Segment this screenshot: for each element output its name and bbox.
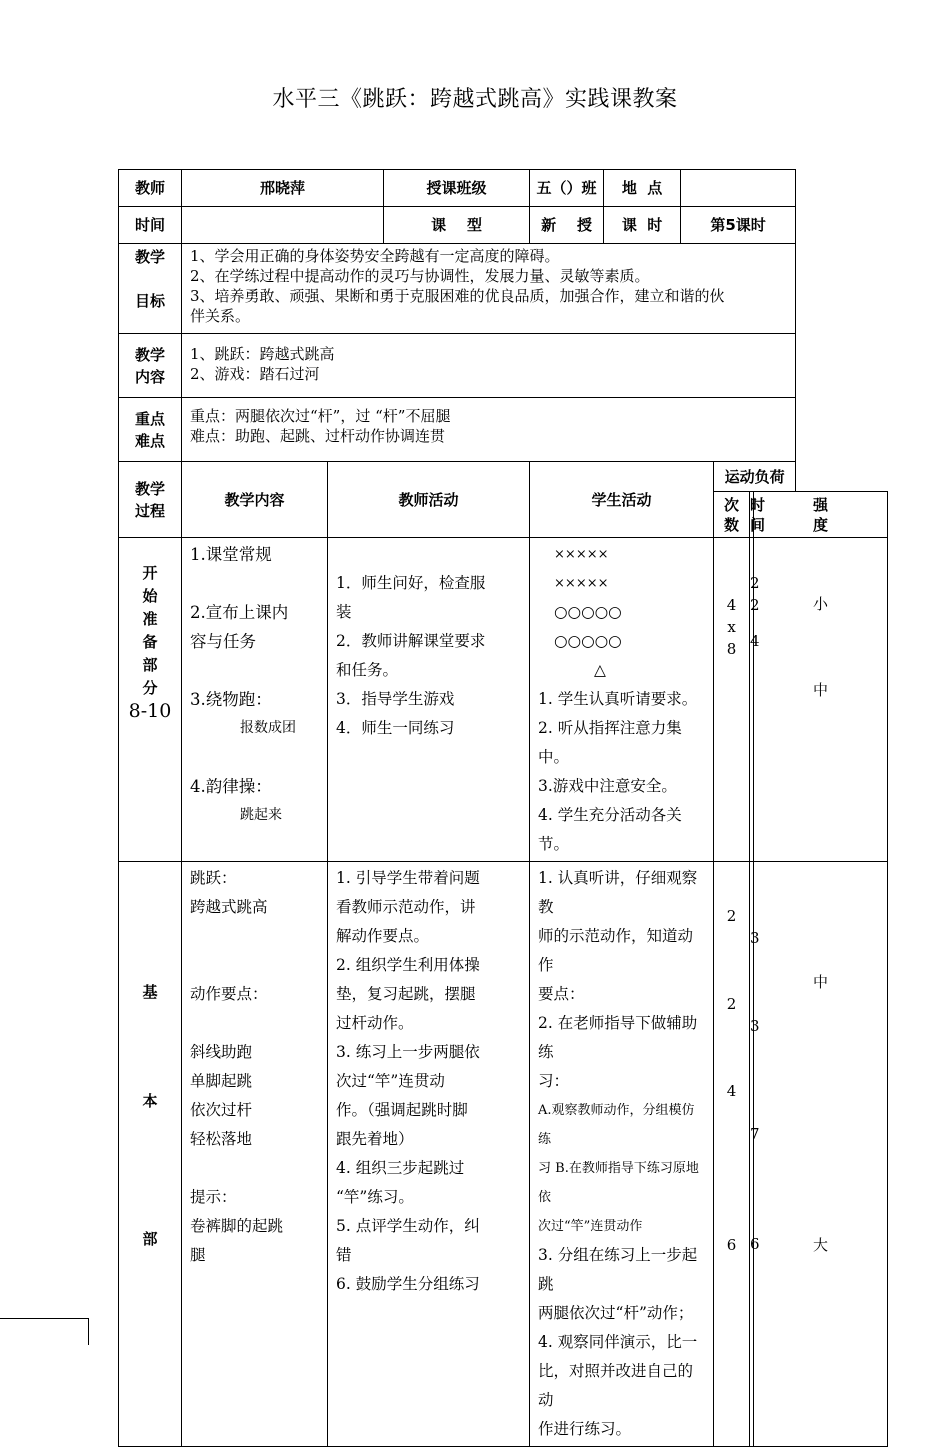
teacher-activity-header: 教师活动 [328, 462, 530, 538]
place-value [681, 170, 796, 207]
key-points-row [119, 398, 888, 462]
type-label: 课 型 [384, 207, 530, 244]
time-value [182, 207, 384, 244]
formation-row: ××××× [554, 576, 609, 591]
formation-row: ××××× [554, 547, 609, 562]
content-label: 教学 内容 [119, 334, 182, 398]
hour-value: 第5课时 [681, 207, 796, 244]
main-stage-label: 基 本 部 [119, 862, 182, 1447]
class-value: 五（）班 [530, 170, 604, 207]
content-text [182, 334, 796, 398]
header-row-1 [119, 170, 888, 207]
type-value: 新 授 [530, 207, 604, 244]
lesson-plan-table [118, 169, 888, 1447]
time-label: 时间 [119, 207, 182, 244]
start-teacher-activity: 1．师生问好，检查服 装 2．教师讲解课堂要求 和任务。 3．指导学生游戏 4．师生一同练习 [328, 538, 530, 862]
goal-line: 3、培养勇敢、顽强、果断和勇于克服困难的优良品质，加强合作，建立和谐的伙 [190, 287, 725, 305]
place-label: 地 点 [604, 170, 681, 207]
start-durations: 2 2 4 [750, 538, 754, 862]
process-header-row [119, 462, 888, 492]
main-intensities: 中 大 [754, 862, 888, 1447]
formation-row: ○○○○○ [554, 603, 622, 621]
content-header: 教学内容 [182, 462, 328, 538]
formation-row: ○○○○○ [554, 632, 622, 650]
page-corner-box [0, 1318, 89, 1345]
start-student-activity: ××××× ××××× ○○○○○ ○○○○○ △ 1. 学生认真听请要求。 2. 听从指挥注意力集中。 3.游戏中注意安全。 4. 学生充分活动各关节。 [530, 538, 714, 862]
main-teacher-activity: 1. 引导学生带着问题 看教师示范动作，讲 解动作要点。 2. 组织学生利用体操 垫，复习起跳，摆腿 过杆动作。 3. 练习上一步两腿依 次过“竿”连贯动 作。（强调起跳时脚 跟先着地） 4. 组织三步起跳过 “竿”练习。 5. 点评学生动作，纠 错 6. 鼓励学生分组练习 [328, 862, 530, 1447]
main-durations: 3 3 7 6 [750, 862, 754, 1447]
stage-header: 教学 过程 [119, 462, 182, 538]
page-title: 水平三《跳跃：跨越式跳高》实践课教案 [272, 87, 678, 112]
main-section-row [119, 862, 888, 1447]
start-section-row [119, 538, 888, 862]
start-times: 4 x 8 [714, 538, 750, 862]
content-line: 2、游戏：踏石过河 [190, 365, 320, 383]
load-header: 运动负荷 [714, 462, 796, 492]
main-student-activity: 1. 认真听讲，仔细观察教 师的示范动作，知道动作 要点： 2. 在老师指导下做辅助练 习： A.观察教师动作，分组模仿练 习 B.在教师指导下练习原地依 次过“竿”连贯动作 3. 分组在练习上一步起跳 两腿依次过“杆”动作； 4. 观察同伴演示，比一 比，对照并改进自己的动 作进行练习。 [530, 862, 714, 1447]
start-intensities: 小 中 [754, 538, 888, 862]
key-points-label: 重点 难点 [119, 398, 182, 462]
key-point-line: 难点：助跑、起跳、过杆动作协调连贯 [190, 427, 446, 445]
goals-text [182, 244, 796, 334]
intensity-header: 强 度 [754, 492, 888, 538]
header-row-2 [119, 207, 888, 244]
goal-line: 伴关系。 [190, 307, 251, 325]
class-label: 授课班级 [384, 170, 530, 207]
goal-line: 1、学会用正确的身体姿势安全跨越有一定高度的障碍。 [190, 247, 560, 265]
hour-label: 课 时 [604, 207, 681, 244]
duration-header: 时 间 [750, 492, 754, 538]
times-header: 次 数 [714, 492, 750, 538]
teacher-label: 教师 [119, 170, 182, 207]
goal-line: 2、在学练过程中提高动作的灵巧与协调性，发展力量、灵敏等素质。 [190, 267, 650, 285]
main-content: 跳跃： 跨越式跳高 动作要点： 斜线助跑 单脚起跳 依次过杆 轻松落地 提示： 卷裤脚的起跳 腿 [182, 862, 328, 1447]
start-stage-label: 开 始 准 备 部 分 8-10 [119, 538, 182, 862]
key-point-line: 重点：两腿依次过“杆”，过 “杆”不屈腿 [190, 407, 451, 425]
formation-row: △ [594, 661, 606, 679]
student-activity-header: 学生活动 [530, 462, 714, 538]
goals-label: 教学 目标 [119, 244, 182, 334]
key-points-text [182, 398, 796, 462]
start-stage-time: 8-10 [128, 700, 172, 722]
teacher-name: 邢晓萍 [182, 170, 384, 207]
main-times: 2 2 4 6 [714, 862, 750, 1447]
content-line: 1、跳跃：跨越式跳高 [190, 345, 335, 363]
content-row [119, 334, 888, 398]
start-content: 1.课堂常规 2.宣布上课内 容与任务 3.绕物跑： 报数成团 4.韵律操： 跳起来 [182, 538, 328, 862]
goals-row [119, 244, 888, 334]
